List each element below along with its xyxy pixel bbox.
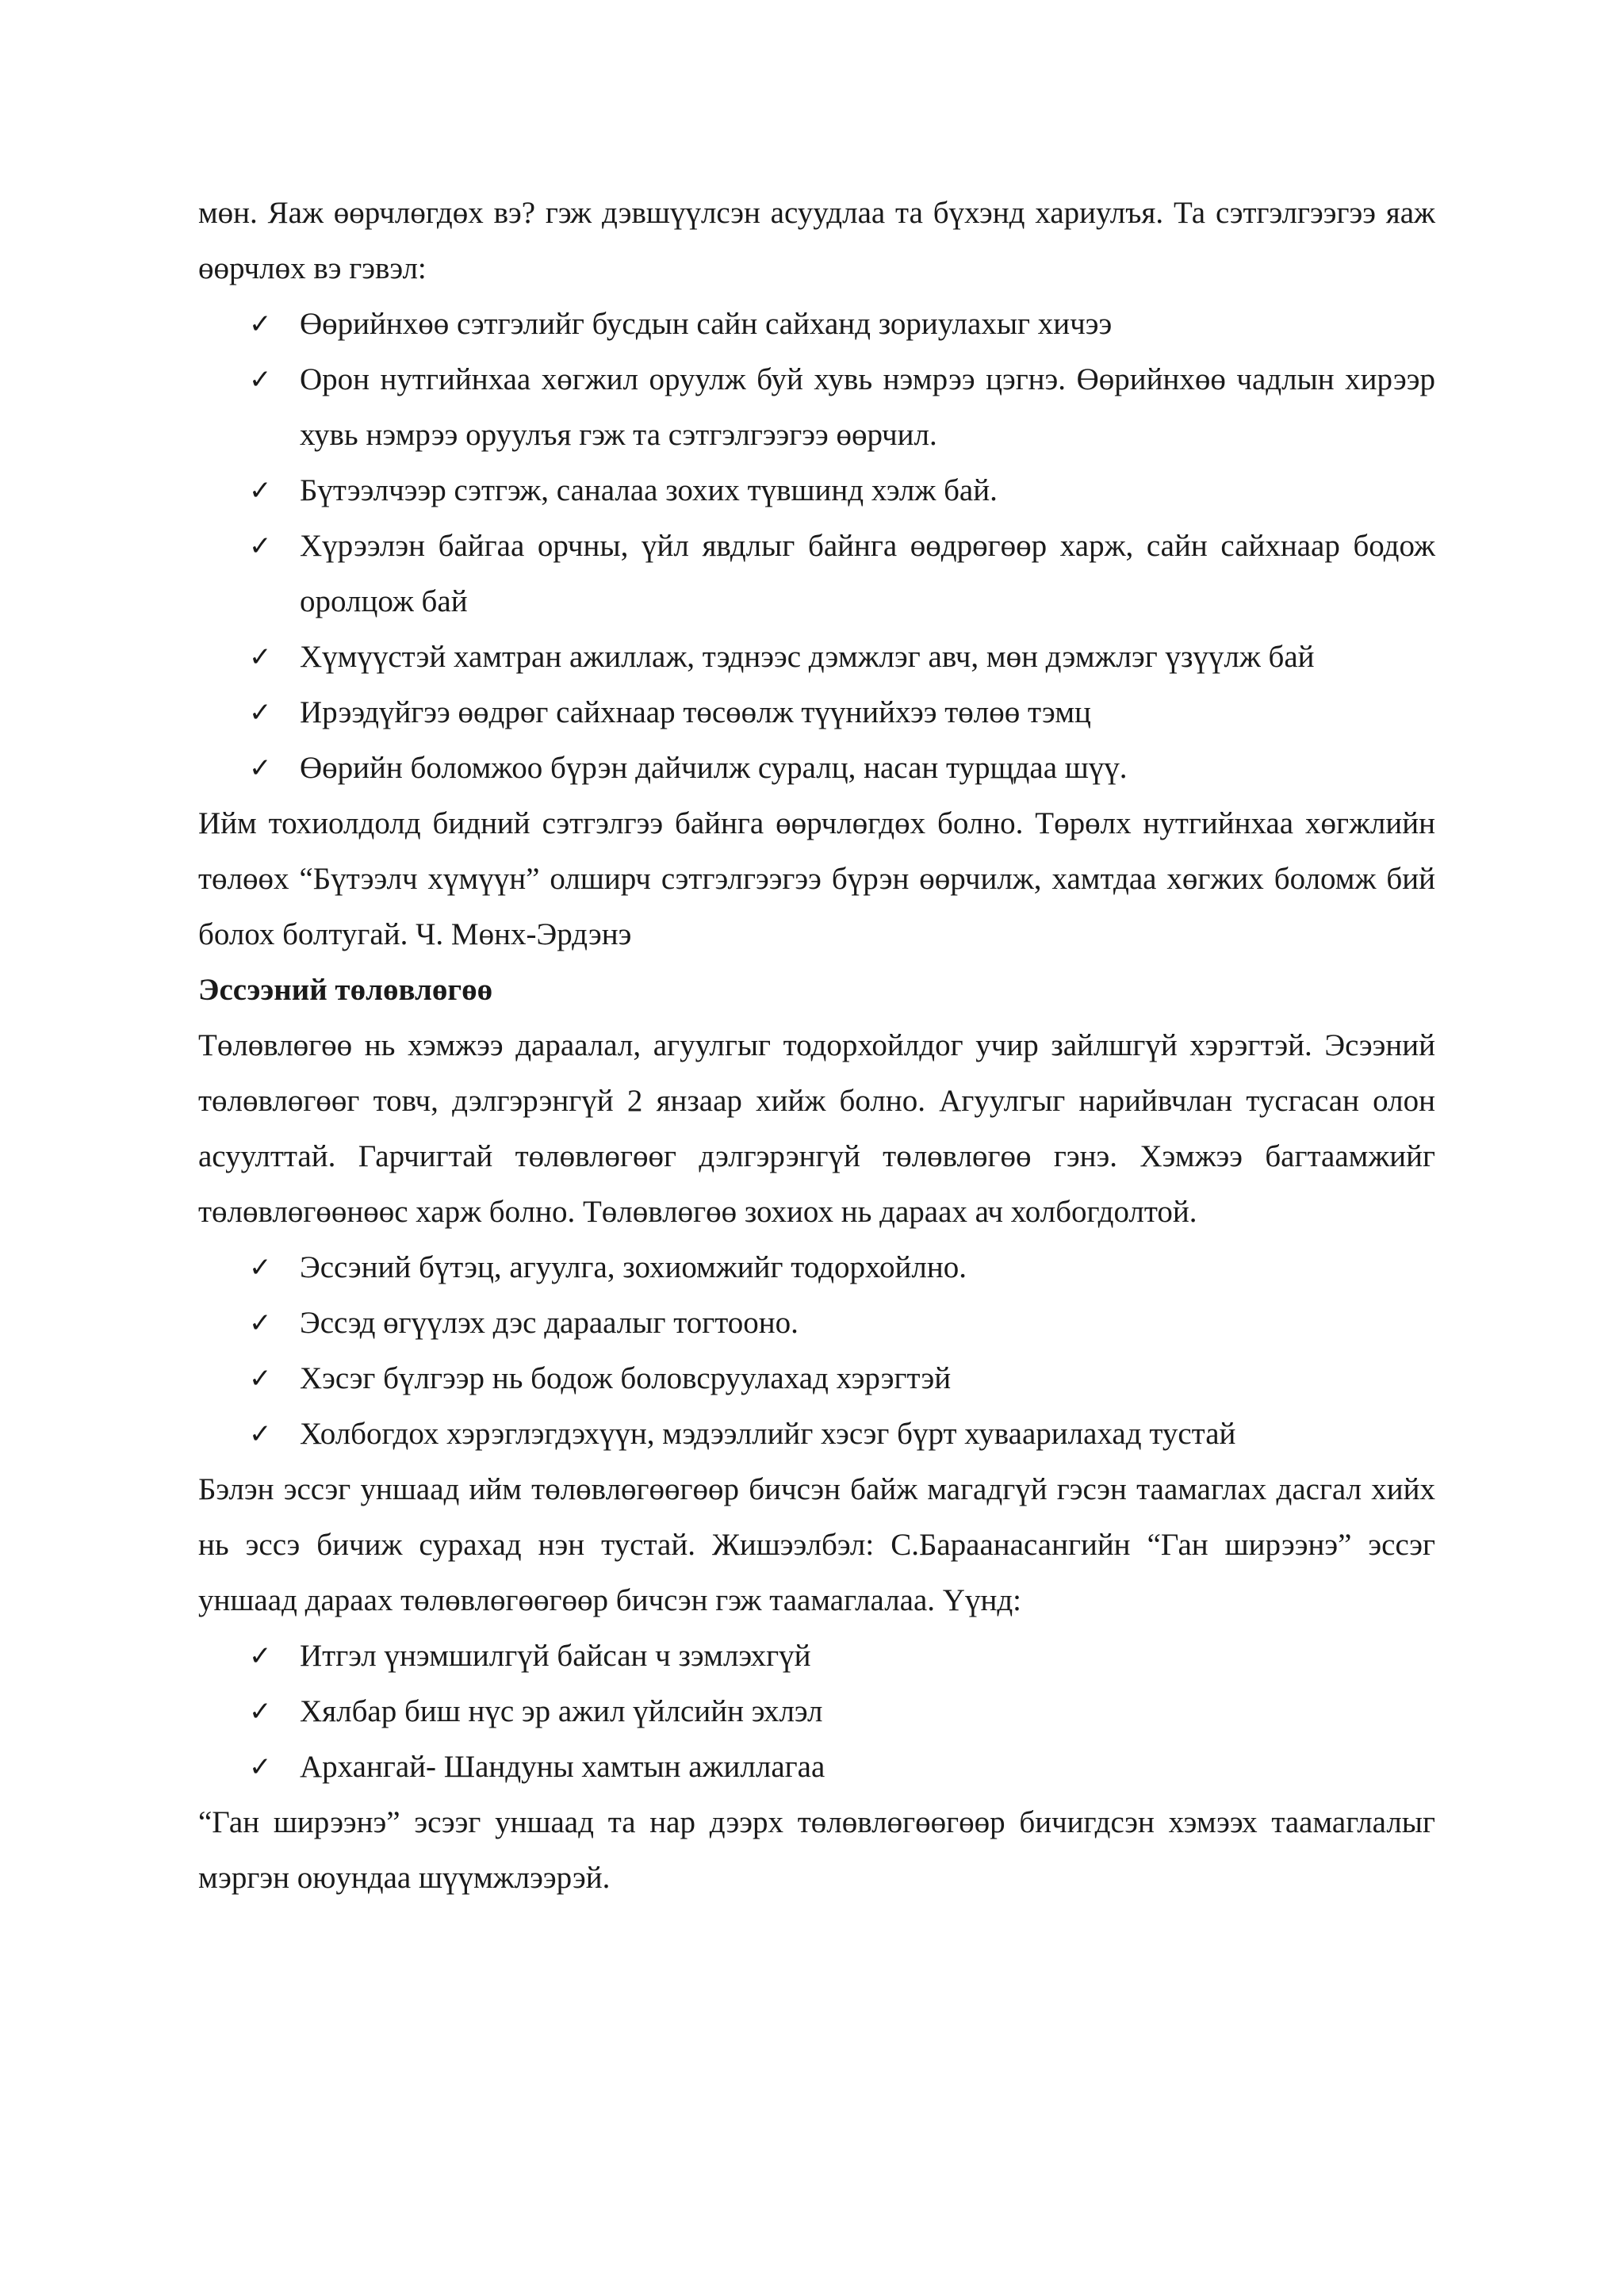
checkmark-icon: ✓ xyxy=(249,1307,272,1339)
conclusion-paragraph: Ийм тохиолдолд бидний сэтгэлгээ байнга өөрчлөгдөх болно. Төрөлх нутгийнхаа хөгжлийн төлөөх “Бүтээлч хүмүүн” олширч сэтгэлгээгээ бүрэн өөрчилж, хамтдаа хөгжих боломж бий болох болтугай. Ч. Мөнх-Эрдэнэ xyxy=(198,806,1435,951)
checkmark-icon: ✓ xyxy=(249,697,272,729)
list-item-text: Хэсэг бүлгээр нь бодож боловсруулахад хэрэгтэй xyxy=(300,1361,952,1395)
checkmark-icon: ✓ xyxy=(249,1418,272,1450)
checkmark-icon: ✓ xyxy=(249,1696,272,1728)
list-item-text: Бүтээлчээр сэтгэж, саналаа зохих түвшинд хэлж бай. xyxy=(300,473,998,507)
checkmark-icon: ✓ xyxy=(249,1252,272,1284)
plan-paragraph: Төлөвлөгөө нь хэмжээ дараалал, агуулгыг тодорхойлдог учир зайлшгүй хэрэгтэй. Эсээний төлөвлөгөөг товч, дэлгэрэнгүй 2 янзаар хийж болно. Агуулгыг нарийвчлан тусгасан олон асуулттай. Гарчигтай төлөвлөгөөг дэлгэрэнгүй төлөвлөгөө гэнэ. Хэмжээ багтаамжийг төлөвлөгөөнөөс харж болно. Төлөвлөгөө зохиох нь дараах ач холбогдолтой. xyxy=(198,1028,1435,1229)
list-item-text: Холбогдох хэрэглэгдэхүүн, мэдээллийг хэсэг бүрт хуваарилахад тустай xyxy=(300,1417,1236,1451)
intro-paragraph: мөн. Яаж өөрчлөгдөх вэ? гэж дэвшүүлсэн асуудлаа та бүхэнд хариулъя. Та сэтгэлгээгээ яаж өөрчлөх вэ гэвэл: xyxy=(198,196,1435,285)
checkmark-icon: ✓ xyxy=(249,364,272,396)
list-item xyxy=(198,463,1435,519)
list-item xyxy=(198,1739,1435,1795)
list-item xyxy=(198,685,1435,740)
list-item-text: Ирээдүйгээ өөдрөг сайхнаар төсөөлж түүнийхээ төлөө тэмц xyxy=(300,695,1091,729)
list-item-text: Хялбар биш нүс эр ажил үйлсийн эхлэл xyxy=(300,1694,823,1728)
list-item-text: Өөрийнхөө сэтгэлийг бусдын сайн сайханд зориулахыг хичээ xyxy=(300,307,1113,341)
checkmark-icon: ✓ xyxy=(249,475,272,507)
list-item-text: Итгэл үнэмшилгүй байсан ч зэмлэхгүй xyxy=(300,1639,811,1673)
checkmark-icon: ✓ xyxy=(249,641,272,673)
closing-paragraph: “Ган ширээнэ” эсээг уншаад та нар дээрх төлөвлөгөөгөөр бичигдсэн хэмээх таамаглалыг мэргэн оюундаа шүүмжлээрэй. xyxy=(198,1805,1435,1895)
list-item xyxy=(198,629,1435,685)
list-item xyxy=(198,519,1435,629)
checkmark-icon: ✓ xyxy=(249,1363,272,1395)
checkmark-icon: ✓ xyxy=(249,530,272,562)
list-item-text: Орон нутгийнхаа хөгжил оруулж буй хувь нэмрээ цэгнэ. Өөрийнхөө чадлын хирээр хувь нэмрээ оруулъя гэж та сэтгэлгээгээ өөрчил. xyxy=(300,362,1435,452)
list-item xyxy=(198,1351,1435,1406)
list-item xyxy=(198,1406,1435,1462)
list-item-text: Хүмүүстэй хамтран ажиллаж, тэднээс дэмжлэг авч, мөн дэмжлэг үзүүлж бай xyxy=(300,640,1315,674)
list-item xyxy=(198,1295,1435,1351)
checklist-mindset xyxy=(198,297,1435,796)
list-item-text: Эссэд өгүүлэх дэс дараалыг тогтооно. xyxy=(300,1306,799,1340)
list-item-text: Хүрээлэн байгаа орчны, үйл явдлыг байнга өөдрөгөөр харж, сайн сайхнаар бодож оролцож бай xyxy=(300,529,1435,618)
list-item-text: Өөрийн боломжоо бүрэн дайчилж суралц, насан турщдаа шүү. xyxy=(300,751,1128,785)
section-heading: Эссээний төлөвлөгөө xyxy=(198,973,493,1007)
checkmark-icon: ✓ xyxy=(249,1751,272,1783)
document-body xyxy=(198,186,1435,1906)
list-item xyxy=(198,1684,1435,1739)
checklist-plan-benefits xyxy=(198,1240,1435,1462)
list-item xyxy=(198,1240,1435,1295)
list-item xyxy=(198,740,1435,796)
list-item xyxy=(198,297,1435,352)
list-item xyxy=(198,1628,1435,1684)
checklist-example-plan xyxy=(198,1628,1435,1795)
checkmark-icon: ✓ xyxy=(249,752,272,784)
checkmark-icon: ✓ xyxy=(249,1640,272,1672)
list-item xyxy=(198,352,1435,463)
list-item-text: Эссэний бүтэц, агуулга, зохиомжийг тодорхойлно. xyxy=(300,1250,967,1284)
list-item-text: Архангай- Шандуны хамтын ажиллагаа xyxy=(300,1750,825,1784)
checkmark-icon: ✓ xyxy=(249,308,272,340)
example-paragraph: Бэлэн эссэг уншаад ийм төлөвлөгөөгөөр бичсэн байж магадгүй гэсэн таамаглах дасгал хийх нь эссэ бичиж сурахад нэн тустай. Жишээлбэл: С.Бараанасангийн “Ган ширээнэ” эссэг уншаад дараах төлөвлөгөөгөөр бичсэн гэж таамаглалаа. Үүнд: xyxy=(198,1472,1435,1617)
